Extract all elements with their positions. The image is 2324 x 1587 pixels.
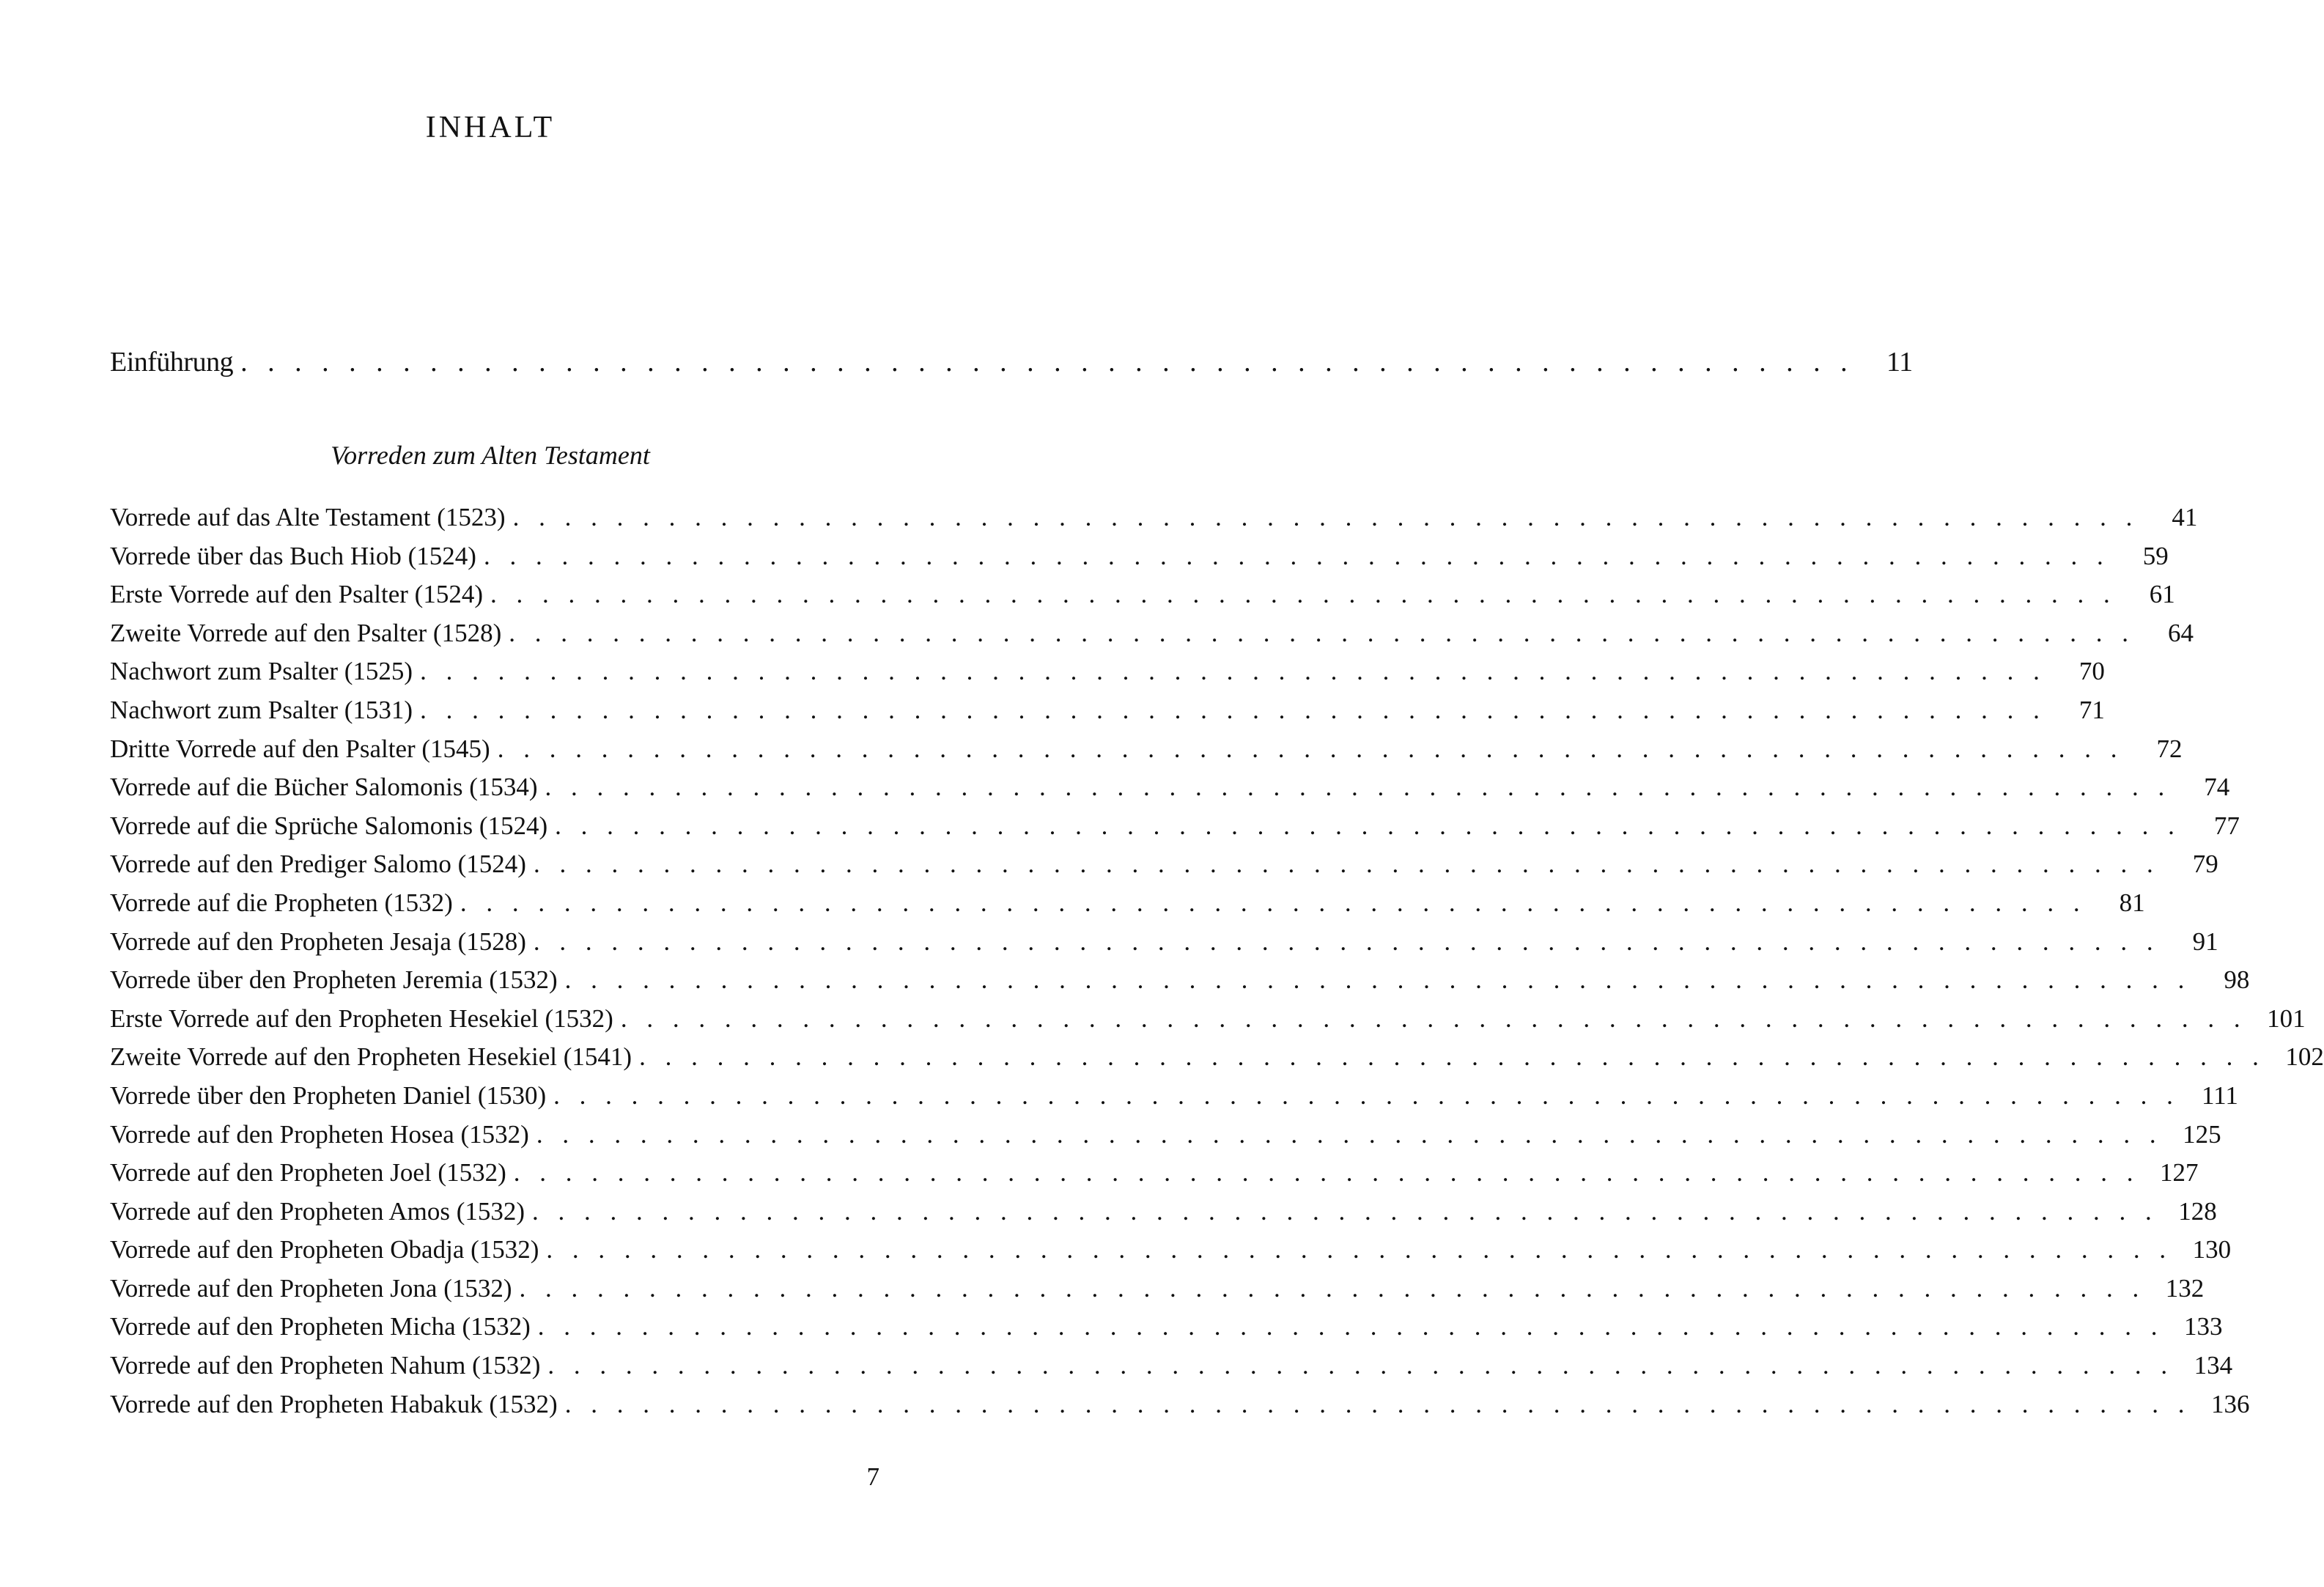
toc-entry [110, 961, 2250, 1000]
toc-entry-page: 133 [2184, 1312, 2223, 1341]
toc-entry-page: 74 [2204, 773, 2230, 802]
dot-leader: . . . . . . . . . . . . . . . . . . . . . . . . . . . . . . . . . . . . . . . . . . . . . . . . . . . . . . . . . . . . . . . [420, 695, 2046, 724]
toc-entry-label: Vorrede auf den Propheten Hosea (1532) [110, 1119, 529, 1149]
toc-entry-label: Vorrede über das Buch Hiob (1524) [110, 541, 476, 570]
toc-entry-list [0, 498, 2324, 1424]
dot-leader: . . . . . . . . . . . . . . . . . . . . . . . . . . . . . . . . . . . . . . . . . . . . . . . . . . . . . . . . . . . . . . . [547, 1351, 2174, 1380]
toc-entry-label: Vorrede auf den Propheten Jona (1532) [110, 1273, 512, 1303]
toc-entry-label: Vorrede auf den Propheten Nahum (1532) [110, 1351, 541, 1380]
dot-leader: . . . . . . . . . . . . . . . . . . . . . . . . . . . . . . . . . . . . . . . . . . . . . . . . . . . . . . . . . . . . . . . [546, 1235, 2173, 1264]
toc-entry [110, 537, 2169, 576]
dot-leader: . . . . . . . . . . . . . . . . . . . . . . . . . . . . . . . . . . . . . . . . . . . . . . . . . . . . . . . . . . . . . . . [553, 1080, 2180, 1110]
toc-entry [110, 1077, 2238, 1116]
toc-entry-page: 70 [2078, 657, 2105, 686]
toc-entry [110, 1038, 2324, 1077]
toc-entry-label: Vorrede auf die Sprüche Salomonis (1524) [110, 811, 548, 840]
toc-entry-label: Vorrede auf den Propheten Obadja (1532) [110, 1235, 539, 1264]
toc-entry [110, 884, 2145, 923]
toc-entry-label: Zweite Vorrede auf den Propheten Hesekiel (1541) [110, 1042, 632, 1072]
toc-entry [110, 1116, 2221, 1155]
toc-entry-label: Vorrede auf den Propheten Amos (1532) [110, 1196, 525, 1226]
toc-entry [110, 614, 2194, 653]
dot-leader: . . . . . . . . . . . . . . . . . . . . . . . . . . . . . . . . . . . . . . . . . . . . . . . . . . . . . . . . . . . . . . . [564, 1389, 2191, 1418]
dot-leader: . . . . . . . . . . . . . . . . . . . . . . . . . . . . . . . . . . . . . . . . . . . . . . . . . . . . . . . . . . . . . . . [497, 734, 2124, 763]
dot-leader: . . . . . . . . . . . . . . . . . . . . . . . . . . . . . . . . . . . . . . . . . . . . . . . . . . . . . . . . . . . . . . . [555, 811, 2181, 840]
toc-entry-page: 71 [2078, 695, 2105, 724]
dot-leader: . . . . . . . . . . . . . . . . . . . . . . . . . . . . . . . . . . . . . . . . . . . . . . . . . . . . . . . . . . . . . . . [537, 1312, 2164, 1341]
toc-entry-page: 134 [2194, 1351, 2233, 1380]
dot-leader: . . . . . . . . . . . . . . . . . . . . . . . . . . . . . . . . . . . . . . . . . . . . . . . . . . . . . . . . . . . . . . . [460, 888, 2087, 917]
toc-entry-page: 130 [2192, 1235, 2232, 1264]
toc-entry [110, 730, 2183, 769]
dot-leader: . . . . . . . . . . . . . . . . . . . . . . . . . . . . . . . . . . . . . . . . . . . . . . . . . . . . . . . . . . . . . . . [532, 1196, 2158, 1226]
toc-entry-page: 11 [1886, 347, 1913, 378]
toc-entry-label: Erste Vorrede auf den Psalter (1524) [110, 580, 483, 609]
toc-entry-page: 41 [2172, 503, 2198, 531]
toc-entry-page: 64 [2167, 618, 2194, 647]
dot-leader: . . . . . . . . . . . . . . . . . . . . . . . . . . . . . . . . . . . . . . . . . . . . . . . . . . . . . . . . . . . . . . . [483, 541, 2110, 570]
toc-entry-label: Vorrede auf den Propheten Jesaja (1528) [110, 927, 526, 956]
toc-entry [110, 575, 2175, 614]
dot-leader: . . . . . . . . . . . . . . . . . . . . . . . . . . . . . . . . . . . . . . . . . . . . . . . . . . . . . . . . . . . . . . . [533, 927, 2160, 956]
toc-entry-label: Vorrede auf die Bücher Salomonis (1534) [110, 773, 538, 802]
toc-entry-label: Nachwort zum Psalter (1531) [110, 695, 413, 724]
dot-leader: . . . . . . . . . . . . . . . . . . . . . . . . . . . . . . . . . . . . . . . . . . . . . . . . . . . . . . . . . . . . . . . [564, 965, 2191, 995]
toc-entry-label: Vorrede über den Propheten Jeremia (1532) [110, 965, 558, 995]
toc-entry-label: Vorrede auf die Propheten (1532) [110, 888, 453, 917]
toc-entry-introduction [110, 347, 1913, 378]
toc-entry-label: Vorrede auf den Propheten Micha (1532) [110, 1312, 531, 1341]
dot-leader: . . . . . . . . . . . . . . . . . . . . . . . . . . . . . . . . . . . . . . . . . . . . . . . . . . . . . . . . . . . . [240, 347, 1854, 378]
toc-entry-page: 102 [2285, 1042, 2324, 1072]
toc-entry [110, 807, 2240, 846]
page-title: INHALT [425, 111, 556, 144]
toc-entry [110, 845, 2218, 884]
toc-entry-page: 132 [2165, 1273, 2205, 1303]
dot-leader: . . . . . . . . . . . . . . . . . . . . . . . . . . . . . . . . . . . . . . . . . . . . . . . . . . . . . . . . . . . . . . . [545, 773, 2172, 802]
toc-entry [110, 1270, 2205, 1308]
toc-entry [110, 498, 2198, 537]
toc-entry-page: 79 [2192, 850, 2218, 879]
toc-entry [110, 1000, 2306, 1039]
toc-entry-page: 136 [2210, 1389, 2250, 1418]
toc-entry-label: Dritte Vorrede auf den Psalter (1545) [110, 734, 490, 763]
toc-entry-page: 91 [2192, 927, 2218, 956]
page-number: 7 [866, 1462, 879, 1491]
toc-entry-page: 111 [2201, 1080, 2238, 1110]
toc-entry [110, 652, 2105, 691]
toc-entry-label: Zweite Vorrede auf den Psalter (1528) [110, 618, 502, 647]
dot-leader: . . . . . . . . . . . . . . . . . . . . . . . . . . . . . . . . . . . . . . . . . . . . . . . . . . . . . . . . . . . . . . . [490, 580, 2117, 609]
toc-entry-page: 128 [2178, 1196, 2217, 1226]
toc-entry [110, 1154, 2199, 1193]
dot-leader: . . . . . . . . . . . . . . . . . . . . . . . . . . . . . . . . . . . . . . . . . . . . . . . . . . . . . . . . . . . . . . . [513, 1158, 2140, 1188]
toc-entry-label: Vorrede über den Propheten Daniel (1530) [110, 1080, 547, 1110]
dot-leader: . . . . . . . . . . . . . . . . . . . . . . . . . . . . . . . . . . . . . . . . . . . . . . . . . . . . . . . . . . . . . . . [639, 1042, 2265, 1072]
toc-entry [110, 691, 2105, 730]
dot-leader: . . . . . . . . . . . . . . . . . . . . . . . . . . . . . . . . . . . . . . . . . . . . . . . . . . . . . . . . . . . . . . . [620, 1004, 2247, 1033]
section-heading: Vorreden zum Alten Testament [331, 441, 650, 470]
toc-entry-label: Einführung [110, 347, 234, 378]
dot-leader: . . . . . . . . . . . . . . . . . . . . . . . . . . . . . . . . . . . . . . . . . . . . . . . . . . . . . . . . . . . . . . . [536, 1119, 2163, 1149]
toc-entry [110, 1308, 2223, 1347]
toc-entry-page: 101 [2267, 1004, 2306, 1033]
dot-leader: . . . . . . . . . . . . . . . . . . . . . . . . . . . . . . . . . . . . . . . . . . . . . . . . . . . . . . . . . . . . . . . [512, 503, 2139, 531]
toc-entry [110, 768, 2230, 807]
dot-leader: . . . . . . . . . . . . . . . . . . . . . . . . . . . . . . . . . . . . . . . . . . . . . . . . . . . . . . . . . . . . . . . [533, 850, 2160, 879]
toc-entry [110, 1385, 2250, 1424]
toc-entry-page: 59 [2142, 541, 2169, 570]
toc-entry [110, 1193, 2217, 1231]
toc-entry-label: Vorrede auf den Prediger Salomo (1524) [110, 850, 526, 879]
toc-entry-label: Nachwort zum Psalter (1525) [110, 657, 413, 686]
dot-leader: . . . . . . . . . . . . . . . . . . . . . . . . . . . . . . . . . . . . . . . . . . . . . . . . . . . . . . . . . . . . . . . [509, 618, 2135, 647]
toc-entry-label: Vorrede auf das Alte Testament (1523) [110, 503, 506, 531]
dot-leader: . . . . . . . . . . . . . . . . . . . . . . . . . . . . . . . . . . . . . . . . . . . . . . . . . . . . . . . . . . . . . . . [420, 657, 2046, 686]
toc-entry-page: 72 [2156, 734, 2183, 763]
toc-entry-page: 81 [2119, 888, 2145, 917]
toc-entry-page: 125 [2183, 1119, 2221, 1149]
toc-entry-page: 127 [2159, 1158, 2199, 1188]
toc-entry [110, 1347, 2233, 1385]
toc-entry-label: Vorrede auf den Propheten Joel (1532) [110, 1158, 506, 1188]
toc-entry-label: Vorrede auf den Propheten Habakuk (1532) [110, 1389, 558, 1418]
toc-entry [110, 1231, 2232, 1270]
toc-entry-label: Erste Vorrede auf den Propheten Hesekiel (1532) [110, 1004, 613, 1033]
toc-entry-page: 77 [2213, 811, 2240, 840]
toc-entry [110, 923, 2218, 962]
dot-leader: . . . . . . . . . . . . . . . . . . . . . . . . . . . . . . . . . . . . . . . . . . . . . . . . . . . . . . . . . . . . . . . [519, 1273, 2146, 1303]
toc-entry-page: 61 [2149, 580, 2175, 609]
toc-entry-page: 98 [2224, 965, 2250, 995]
